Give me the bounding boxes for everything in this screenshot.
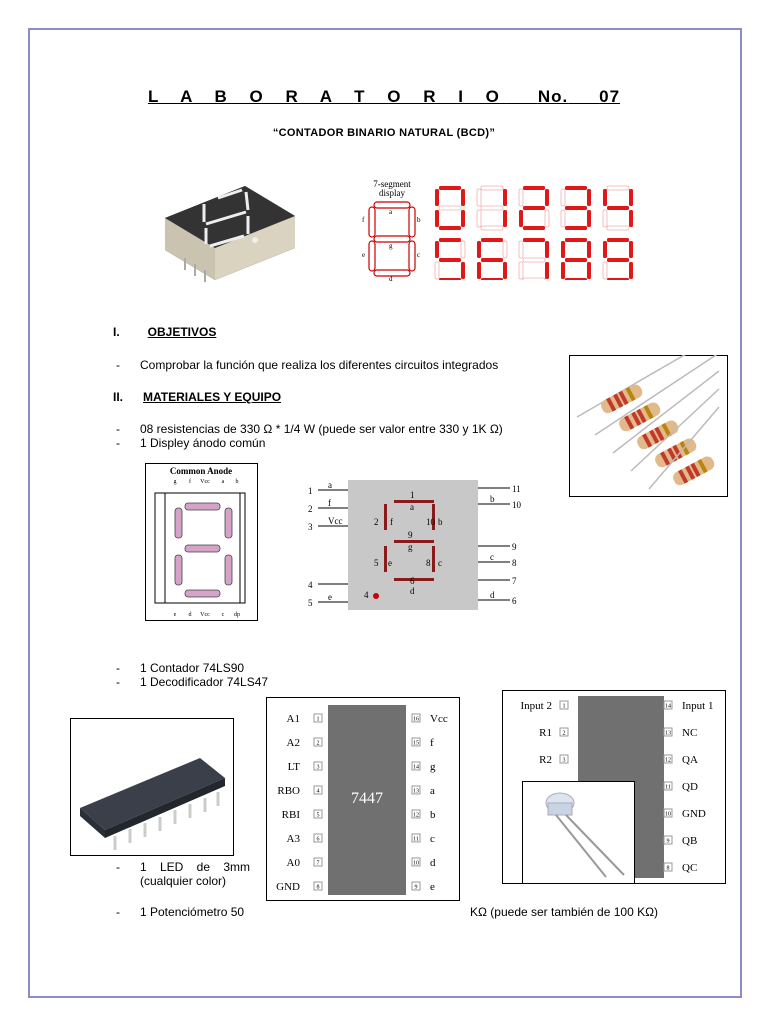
svg-text:1: 1 — [410, 490, 415, 500]
svg-text:e: e — [430, 881, 435, 893]
pinout-dp — [373, 593, 379, 599]
svg-text:4: 4 — [308, 580, 313, 590]
svg-text:g: g — [408, 542, 413, 552]
pinout-segment — [432, 546, 435, 572]
svg-text:a: a — [221, 479, 225, 485]
digit-2 — [519, 186, 549, 230]
digit-8 — [561, 238, 591, 280]
objetivo-item: - Comprobar la función que realiza los diferentes circuitos integrados — [116, 358, 499, 372]
svg-text:d: d — [188, 612, 192, 618]
material-item: - 1 Contador 74LS90 - 1 Decodificador 74LS47 — [116, 661, 269, 689]
svg-text:f: f — [328, 498, 331, 508]
svg-text:2: 2 — [316, 740, 320, 747]
pinout-segment — [394, 500, 434, 503]
svg-text:6: 6 — [512, 596, 517, 606]
svg-text:3: 3 — [308, 522, 313, 532]
svg-text:a: a — [328, 480, 332, 490]
svg-text:9: 9 — [408, 530, 413, 540]
display-pinout-diagram — [306, 478, 528, 613]
svg-text:b: b — [235, 479, 239, 485]
svg-text:A0: A0 — [286, 857, 300, 869]
digit-6 — [477, 238, 507, 280]
svg-text:7: 7 — [316, 860, 320, 867]
svg-text:14: 14 — [665, 703, 671, 710]
svg-text:a: a — [389, 208, 393, 216]
svg-text:11: 11 — [512, 484, 521, 494]
lab-title: L A B O R A T O R I O No. 07 — [147, 87, 621, 106]
svg-text:8: 8 — [512, 558, 517, 568]
digit-0 — [435, 186, 465, 230]
svg-text:8: 8 — [666, 865, 670, 872]
section-materiales: II. MATERIALES Y EQUIPO — [113, 390, 282, 404]
svg-text:R1: R1 — [539, 727, 552, 739]
svg-text:Vcc: Vcc — [430, 713, 448, 725]
svg-text:16: 16 — [413, 716, 419, 723]
digit-4 — [603, 186, 633, 230]
svg-text:8: 8 — [426, 558, 431, 568]
svg-text:10: 10 — [512, 500, 521, 510]
svg-text:15: 15 — [413, 740, 419, 747]
svg-text:A3: A3 — [286, 833, 300, 845]
svg-text:QA: QA — [682, 754, 698, 766]
svg-text:5: 5 — [316, 812, 320, 819]
svg-text:f: f — [390, 517, 393, 527]
svg-text:3: 3 — [562, 757, 566, 764]
svg-text:GND: GND — [276, 881, 300, 893]
svg-text:Common Anode: Common Anode — [169, 466, 233, 476]
svg-text:2: 2 — [308, 504, 313, 514]
svg-text:f: f — [189, 479, 191, 485]
svg-text:12: 12 — [665, 757, 671, 764]
svg-text:GND: GND — [682, 808, 706, 820]
material-item-pot-cont: KΩ (puede ser también de 100 KΩ) — [470, 905, 659, 919]
ic-7447-pinout — [266, 697, 460, 901]
svg-text:5: 5 — [308, 598, 313, 608]
svg-text:2: 2 — [374, 517, 379, 527]
svg-text:dp: dp — [234, 612, 240, 618]
svg-text:9: 9 — [666, 838, 670, 845]
digit-5 — [435, 238, 465, 280]
svg-text:c: c — [490, 552, 494, 562]
svg-text:2: 2 — [562, 730, 566, 737]
svg-text:A2: A2 — [286, 737, 300, 749]
svg-text:a: a — [410, 502, 414, 512]
svg-text:g: g — [389, 242, 393, 250]
svg-text:Vcc: Vcc — [200, 479, 210, 485]
svg-text:8: 8 — [316, 884, 320, 891]
svg-text:11: 11 — [665, 784, 671, 791]
svg-text:d: d — [490, 590, 495, 600]
svg-text:a: a — [430, 785, 435, 797]
section-objetivos: I. OBJETIVOS — [113, 325, 217, 339]
resistors-photo — [569, 355, 728, 497]
svg-text:d: d — [430, 857, 436, 869]
svg-text:e: e — [388, 558, 392, 568]
svg-text:13: 13 — [665, 730, 671, 737]
svg-text:RBI: RBI — [281, 809, 300, 821]
svg-text:A1: A1 — [286, 713, 300, 725]
svg-text:NC: NC — [682, 727, 698, 739]
ic-photo — [70, 718, 234, 856]
svg-text:R2: R2 — [539, 754, 552, 766]
digit-1 — [477, 186, 507, 230]
svg-text:3: 3 — [316, 764, 320, 771]
svg-text:e: e — [173, 612, 177, 618]
digits-0-9 — [430, 180, 640, 280]
svg-text:6: 6 — [410, 576, 415, 586]
svg-text:7: 7 — [512, 576, 517, 586]
svg-text:1: 1 — [308, 486, 313, 496]
pinout-segment — [394, 540, 434, 543]
svg-text:QC: QC — [682, 862, 698, 874]
svg-text:12: 12 — [413, 812, 419, 819]
svg-text:5: 5 — [374, 558, 379, 568]
svg-text:9: 9 — [512, 542, 517, 552]
svg-text:6: 6 — [316, 836, 320, 843]
material-item-pot: - 1 Potenciómetro 50 — [116, 905, 245, 919]
svg-text:4: 4 — [316, 788, 320, 795]
diagram-label-2: display — [379, 188, 405, 198]
svg-text:Vcc: Vcc — [328, 516, 343, 526]
svg-text:14: 14 — [413, 764, 419, 771]
svg-text:LT: LT — [287, 761, 300, 773]
svg-text:e: e — [328, 592, 332, 602]
svg-text:g: g — [173, 479, 177, 485]
svg-text:b: b — [417, 216, 421, 224]
svg-text:10: 10 — [426, 517, 435, 527]
ic-7447-label: 7447 — [351, 790, 383, 807]
seven-segment-photo — [160, 178, 300, 288]
material-item: - 08 resistencias de 330 Ω * 1/4 W (puede ser valor entre 330 y 1K Ω) - 1 Displey ánodo común — [116, 422, 503, 450]
svg-text:c: c — [417, 251, 421, 259]
digit-3 — [561, 186, 591, 230]
svg-text:d: d — [389, 275, 393, 283]
diagram-label-1: 7-segment — [373, 179, 411, 189]
svg-text:c: c — [221, 612, 225, 618]
svg-text:e: e — [362, 251, 366, 259]
svg-text:b: b — [430, 809, 436, 821]
svg-text:b: b — [490, 494, 495, 504]
svg-text:QD: QD — [682, 781, 698, 793]
svg-text:c: c — [430, 833, 435, 845]
svg-text:9: 9 — [414, 884, 418, 891]
svg-text:Input 1: Input 1 — [682, 700, 714, 712]
svg-text:f: f — [430, 737, 434, 749]
svg-text:13: 13 — [413, 788, 419, 795]
svg-text:c: c — [438, 558, 442, 568]
svg-text:g: g — [430, 761, 436, 773]
digit-9 — [603, 238, 633, 280]
lab-subtitle: “CONTADOR BINARIO NATURAL (BCD)” — [272, 127, 496, 139]
seven-segment-diagram — [360, 178, 425, 283]
svg-text:QB: QB — [682, 835, 698, 847]
svg-text:b: b — [438, 517, 443, 527]
svg-text:1: 1 — [562, 703, 566, 710]
svg-text:1: 1 — [316, 716, 320, 723]
svg-text:Input 2: Input 2 — [520, 700, 552, 712]
svg-text:d: d — [410, 586, 415, 596]
svg-text:10: 10 — [413, 860, 419, 867]
led-photo — [522, 781, 635, 884]
digit-7 — [519, 238, 549, 280]
common-anode-diagram — [145, 463, 258, 621]
svg-text:10: 10 — [665, 811, 671, 818]
svg-text:Vcc: Vcc — [200, 612, 210, 618]
material-item-led: - 1 LED de 3mm (cualquier color) — [116, 860, 250, 888]
svg-text:RBO: RBO — [277, 785, 300, 797]
svg-text:f: f — [362, 216, 365, 224]
svg-text:4: 4 — [364, 590, 369, 600]
pinout-segment — [384, 504, 387, 530]
pinout-segment — [384, 546, 387, 572]
svg-text:11: 11 — [413, 836, 419, 843]
